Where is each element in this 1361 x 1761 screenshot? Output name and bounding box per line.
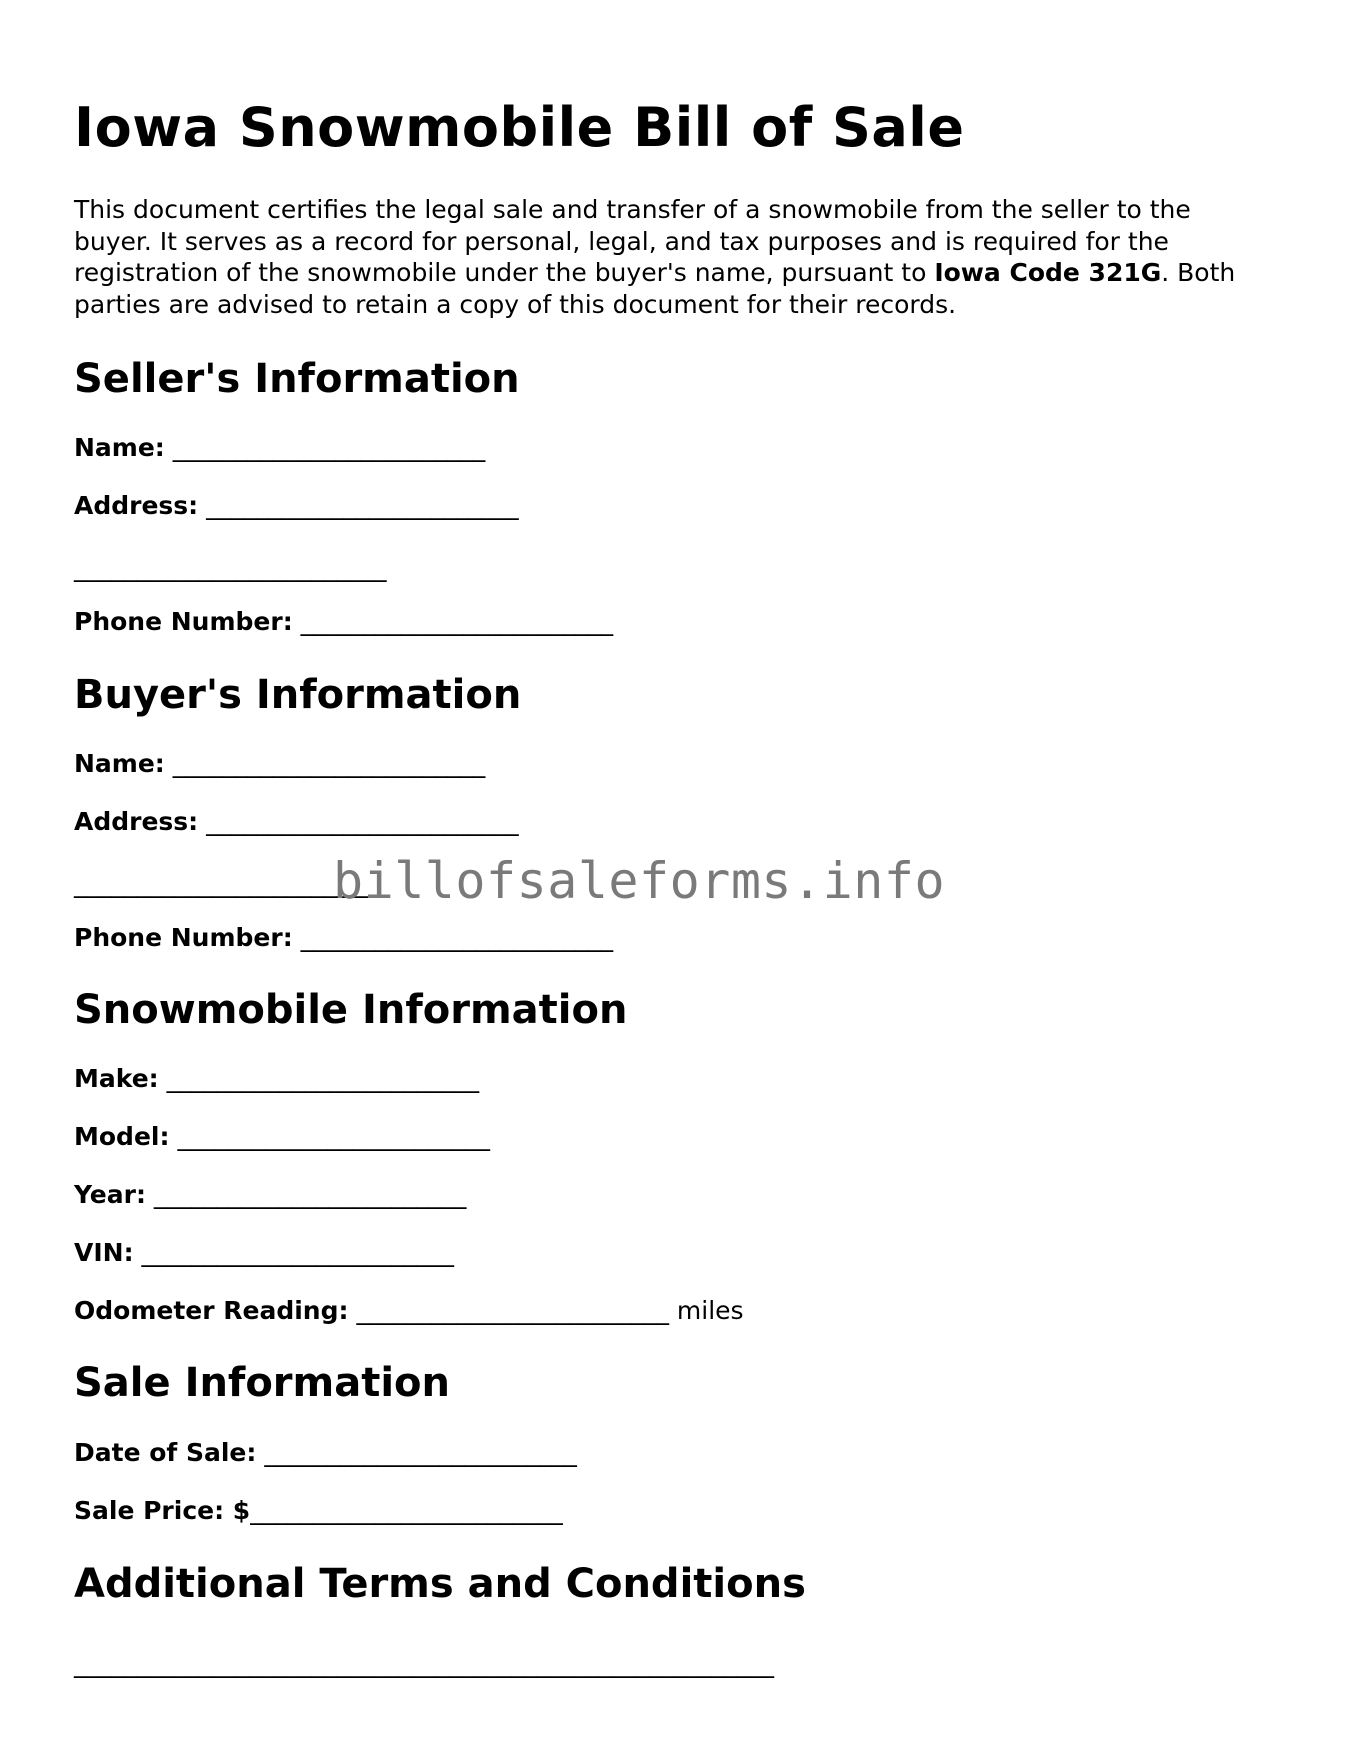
snowmobile-vin-field[interactable]	[74, 1237, 454, 1269]
snowmobile-model-field[interactable]	[74, 1121, 490, 1153]
seller-heading: Seller's Information	[74, 356, 520, 402]
buyer-name-field[interactable]	[74, 748, 485, 780]
seller-address-blank[interactable]: _________________________	[206, 491, 519, 520]
snowmobile-year-blank[interactable]: _________________________	[153, 1180, 467, 1209]
snowmobile-make-field[interactable]	[74, 1063, 479, 1095]
intro-text-end: . Both parties are advised to retain a copy of this document for their records.	[74, 258, 1236, 319]
intro-text-start: This document certifies the legal sale and transfer of a snowmobile from the seller to the buyer. It serves as a record for personal, legal, and tax purposes and is required for the registration of the snowmobile under the buyer's name, pursuant to	[74, 195, 1191, 287]
snowmobile-make-blank[interactable]: _________________________	[166, 1064, 480, 1093]
snowmobile-vin-label: VIN:	[74, 1238, 134, 1267]
intro-paragraph	[74, 194, 1274, 320]
terms-blank[interactable]: ________________________________________________________	[74, 1649, 774, 1678]
terms-heading: Additional Terms and Conditions	[74, 1561, 806, 1607]
buyer-address-label: Address:	[74, 807, 199, 836]
buyer-phone-blank[interactable]: _________________________	[300, 923, 614, 952]
sale-date-field[interactable]	[74, 1437, 577, 1469]
buyer-address-field[interactable]	[74, 806, 519, 838]
buyer-heading: Buyer's Information	[74, 672, 522, 718]
snowmobile-heading: Snowmobile Information	[74, 987, 628, 1033]
buyer-phone-field[interactable]	[74, 922, 613, 954]
sale-date-blank[interactable]: _________________________	[264, 1438, 577, 1467]
sale-price-field[interactable]	[74, 1495, 563, 1527]
seller-name-label: Name:	[74, 433, 165, 462]
seller-address-line2-field[interactable]	[74, 552, 387, 584]
seller-phone-label: Phone Number:	[74, 607, 293, 636]
snowmobile-odometer-field[interactable]	[74, 1295, 744, 1327]
document-title: Iowa Snowmobile Bill of Sale	[74, 96, 965, 159]
intro-code-reference: Iowa Code 321G	[934, 258, 1162, 287]
seller-phone-field[interactable]	[74, 606, 613, 638]
buyer-name-blank[interactable]: _________________________	[172, 749, 486, 778]
snowmobile-model-label: Model:	[74, 1122, 170, 1151]
seller-address-label: Address:	[74, 491, 199, 520]
sale-date-label: Date of Sale:	[74, 1438, 257, 1467]
snowmobile-year-label: Year:	[74, 1180, 146, 1209]
snowmobile-odometer-blank[interactable]: _________________________	[356, 1296, 669, 1325]
sale-price-label: Sale Price: $	[74, 1496, 251, 1525]
seller-phone-blank[interactable]: _________________________	[300, 607, 614, 636]
sale-price-blank[interactable]: _________________________	[250, 1496, 563, 1525]
snowmobile-vin-blank[interactable]: _________________________	[141, 1238, 455, 1267]
snowmobile-odometer-label: Odometer Reading:	[74, 1296, 349, 1325]
buyer-name-label: Name:	[74, 749, 165, 778]
seller-address-line2-blank[interactable]: _________________________	[74, 553, 387, 582]
snowmobile-make-label: Make:	[74, 1064, 159, 1093]
snowmobile-odometer-unit: miles	[676, 1296, 744, 1325]
buyer-address-blank[interactable]: _________________________	[206, 807, 519, 836]
snowmobile-year-field[interactable]	[74, 1179, 466, 1211]
seller-name-blank[interactable]: _________________________	[172, 433, 486, 462]
buyer-address-line2-blank[interactable]: _________________________	[74, 869, 387, 898]
seller-name-field[interactable]	[74, 432, 485, 464]
sale-heading: Sale Information	[74, 1360, 450, 1406]
seller-address-field[interactable]	[74, 490, 519, 522]
buyer-address-line2-field[interactable]	[74, 868, 387, 900]
snowmobile-model-blank[interactable]: _________________________	[177, 1122, 490, 1151]
watermark-text: billofsaleforms.info	[333, 852, 946, 910]
terms-field[interactable]	[74, 1648, 774, 1680]
buyer-phone-label: Phone Number:	[74, 923, 293, 952]
